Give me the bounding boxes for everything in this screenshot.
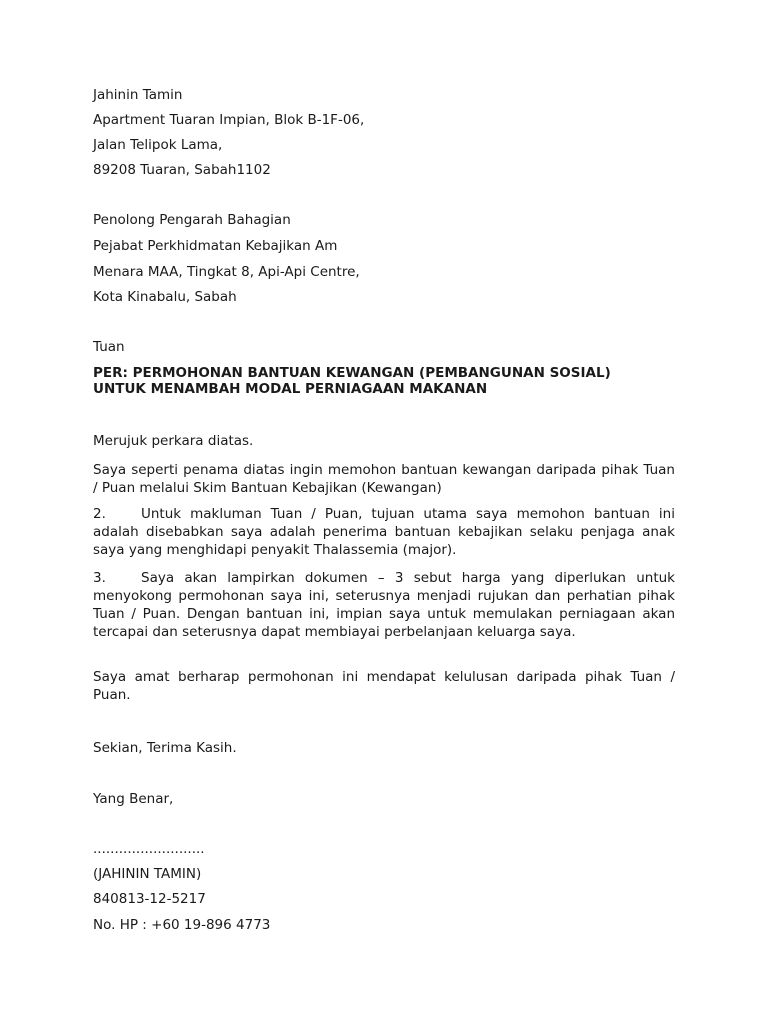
recipient-office: Pejabat Perkhidmatan Kebajikan Am	[93, 238, 338, 254]
paragraph-2-number: 2.	[93, 506, 106, 522]
paragraph-4: Saya amat berharap permohonan ini mendapat kelulusan daripada pihak Tuan / Puan.	[93, 669, 675, 703]
paragraph-3-number: 3.	[93, 570, 106, 586]
subject-line1: PER: PERMOHONAN BANTUAN KEWANGAN (PEMBANGUNAN SOSIAL)	[93, 365, 611, 381]
recipient-title: Penolong Pengarah Bahagian	[93, 212, 291, 228]
recipient-address-line2: Kota Kinabalu, Sabah	[93, 289, 237, 305]
paragraph-1: Saya seperti penama diatas ingin memohon bantuan kewangan daripada pihak Tuan / Puan melalui Skim Bantuan Kebajikan (Kewangan)	[93, 462, 675, 496]
signature-line: ..........................	[93, 841, 205, 857]
intro-paragraph: Merujuk perkara diatas.	[93, 433, 254, 449]
sender-name: Jahinin Tamin	[93, 87, 183, 103]
closing-regards: Yang Benar,	[93, 791, 174, 807]
subject-line2: UNTUK MENAMBAH MODAL PERNIAGAAN MAKANAN	[93, 381, 488, 397]
recipient-address-line1: Menara MAA, Tingkat 8, Api-Api Centre,	[93, 264, 360, 280]
salutation: Tuan	[93, 339, 125, 355]
ic-number: 840813-12-5217	[93, 891, 206, 907]
paragraph-2-text: Untuk makluman Tuan / Puan, tujuan utama saya memohon bantuan ini adalah disebabkan saya adalah penerima bantuan kebajikan selaku penjaga anak saya yang menghidapi penyakit Thalassemia (major).	[93, 506, 675, 558]
paragraph-3-text: Saya akan lampirkan dokumen – 3 sebut harga yang diperlukan untuk menyokong permohonan saya ini, seterusnya menjadi rujukan dan perhatian pihak Tuan / Puan. Dengan bantuan ini, impian saya untuk memulakan perniagaan akan tercapai dan seterusnya dapat membiayai perbelanjaan keluarga saya.	[93, 570, 675, 640]
paragraph-3	[93, 569, 675, 641]
sender-address-line3: 89208 Tuaran, Sabah1102	[93, 162, 271, 178]
sender-address-line2: Jalan Telipok Lama,	[93, 137, 223, 153]
closing-thanks: Sekian, Terima Kasih.	[93, 740, 237, 756]
paragraph-2	[93, 505, 675, 559]
sender-address-line1: Apartment Tuaran Impian, Blok B-1F-06,	[93, 112, 365, 128]
signatory-name: (JAHININ TAMIN)	[93, 866, 202, 882]
phone-number: No. HP : +60 19-896 4773	[93, 917, 271, 933]
